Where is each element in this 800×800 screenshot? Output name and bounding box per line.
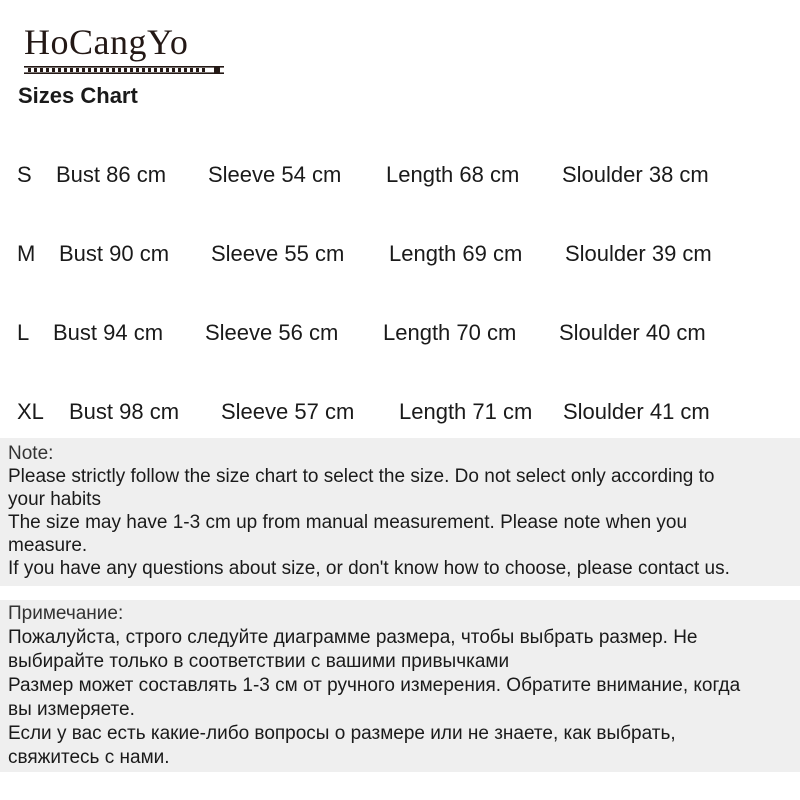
size-label: XL bbox=[17, 399, 44, 424]
sleeve-measurement: Sleeve 57 cm bbox=[221, 399, 355, 424]
shoulder-measurement: Sloulder 38 cm bbox=[562, 162, 709, 187]
note-line: your habits bbox=[8, 489, 101, 510]
note-line: Если у вас есть какие-либо вопросы о размере или не знаете, как выбрать, bbox=[8, 723, 676, 744]
bust-measurement: Bust 98 cm bbox=[69, 399, 180, 424]
size-label: L bbox=[17, 320, 30, 345]
sleeve-measurement: Sleeve 55 cm bbox=[211, 241, 345, 266]
note-line: выбирайте только в соответствии с вашими привычками bbox=[8, 651, 510, 672]
note-line: Please strictly follow the size chart to select the size. Do not select only according to bbox=[8, 466, 715, 487]
sleeve-measurement: Sleeve 54 cm bbox=[208, 162, 342, 187]
length-measurement: Length 70 cm bbox=[383, 320, 517, 345]
bust-measurement: Bust 94 cm bbox=[53, 320, 164, 345]
logo-zipper-underline bbox=[24, 66, 224, 74]
note-line: свяжитесь с нами. bbox=[8, 747, 170, 768]
note-line: The size may have 1-3 cm up from manual measurement. Please note when you bbox=[8, 512, 688, 533]
size-row bbox=[0, 237, 800, 271]
note-line: Размер может составлять 1-3 см от ручного измерения. Обратите внимание, когда bbox=[8, 675, 741, 696]
brand-logo bbox=[24, 22, 228, 74]
length-measurement: Length 71 cm bbox=[399, 399, 533, 424]
brand-logo-text: HoCangYo bbox=[24, 22, 189, 62]
length-measurement: Length 68 cm bbox=[386, 162, 520, 187]
shoulder-measurement: Sloulder 41 cm bbox=[563, 399, 710, 424]
note-title: Note: bbox=[8, 443, 54, 464]
note-russian bbox=[0, 600, 800, 772]
note-line: measure. bbox=[8, 535, 88, 556]
bust-measurement: Bust 86 cm bbox=[56, 162, 167, 187]
size-row bbox=[0, 316, 800, 350]
shoulder-measurement: Sloulder 40 cm bbox=[559, 320, 706, 345]
shoulder-measurement: Sloulder 39 cm bbox=[565, 241, 712, 266]
size-row bbox=[0, 395, 800, 429]
length-measurement: Length 69 cm bbox=[389, 241, 523, 266]
note-line: If you have any questions about size, or don't know how to choose, please contact us. bbox=[8, 558, 730, 579]
size-label: S bbox=[17, 162, 32, 187]
size-row bbox=[0, 158, 800, 192]
note-english bbox=[0, 438, 800, 586]
note-line: Пожалуйста, строго следуйте диаграмме размера, чтобы выбрать размер. Не bbox=[8, 627, 698, 648]
size-label: M bbox=[17, 241, 36, 266]
note-title: Примечание: bbox=[8, 603, 124, 624]
bust-measurement: Bust 90 cm bbox=[59, 241, 170, 266]
size-chart-title: Sizes Chart bbox=[18, 83, 138, 108]
sleeve-measurement: Sleeve 56 cm bbox=[205, 320, 339, 345]
note-line: вы измеряете. bbox=[8, 699, 135, 720]
